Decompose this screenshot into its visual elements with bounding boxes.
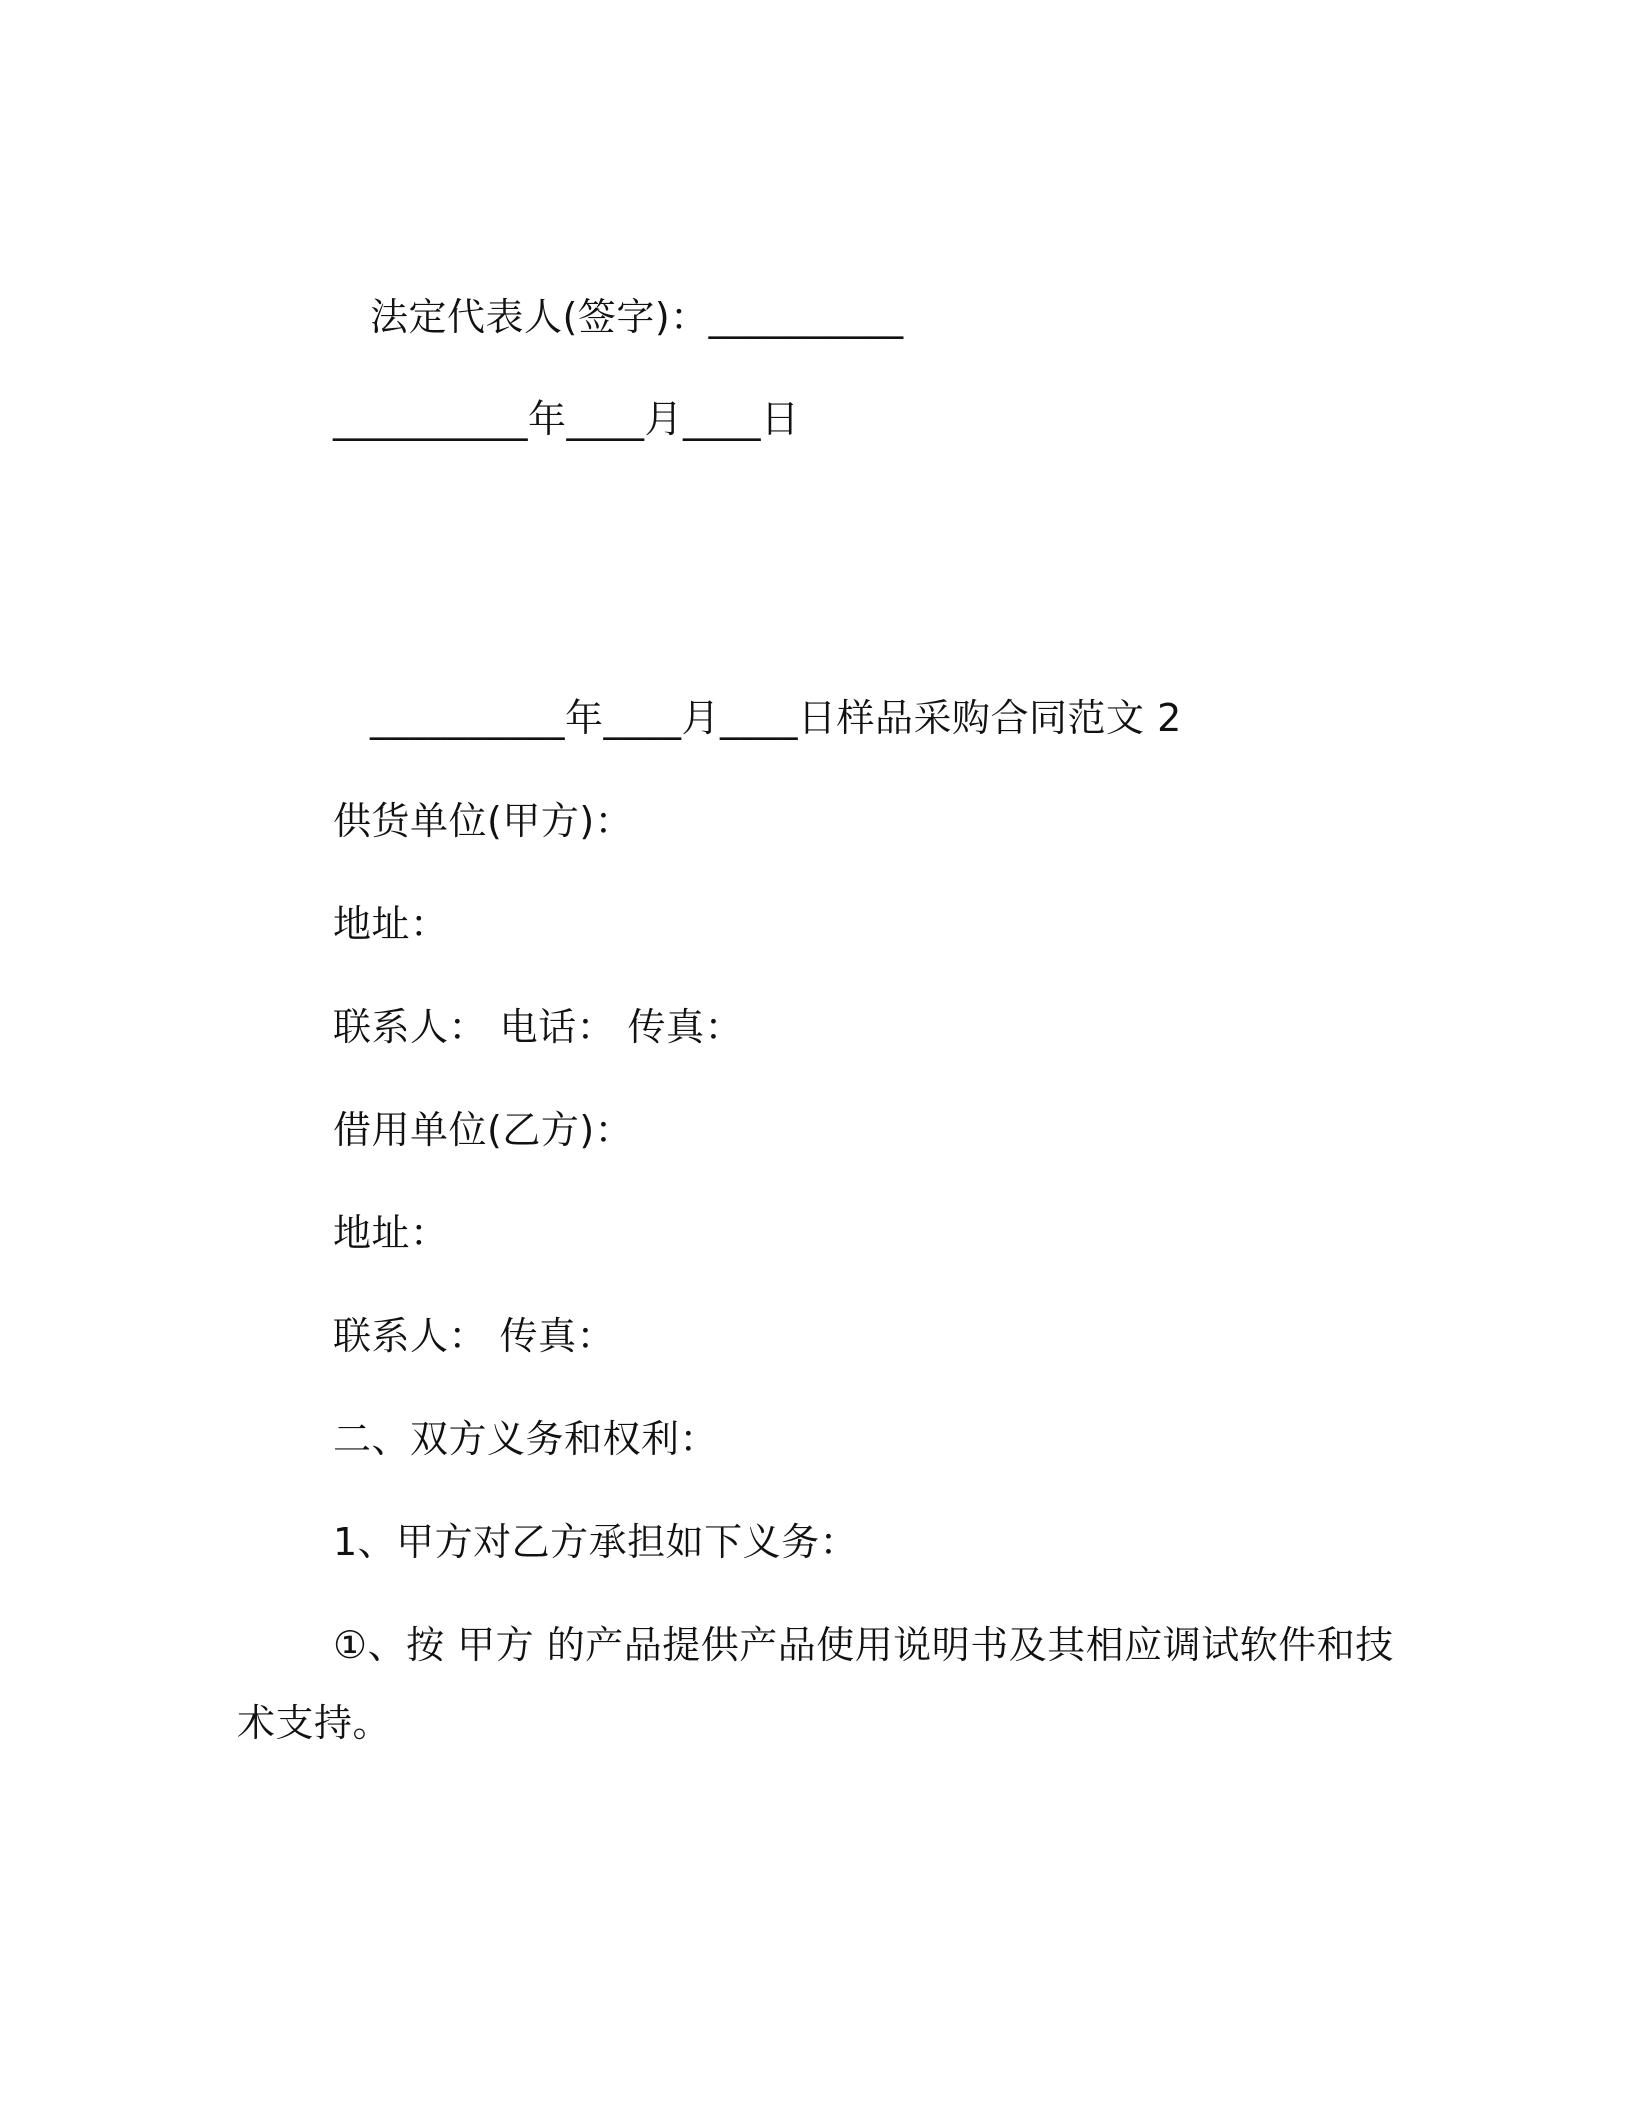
section-heading: 二、双方义务和权利： xyxy=(333,1417,719,1461)
borrower-contacts-field: 联系人： 传真： xyxy=(333,1314,616,1358)
borrower-address-field: 地址： xyxy=(333,1211,449,1255)
supplier-contacts-field: 联系人： 电话： 传真： xyxy=(333,1005,744,1049)
signature-line: 法定代表人(签字)：__________ xyxy=(370,295,904,339)
supplier-unit-field: 供货单位(甲方)： xyxy=(333,799,634,843)
sub-item-line-2: 术支持。 xyxy=(237,1701,392,1745)
list-item: 1、甲方对乙方承担如下义务： xyxy=(333,1520,859,1564)
contract-title: __________年____月____日样品采购合同范文 2 xyxy=(370,696,1182,740)
supplier-address-field: 地址： xyxy=(333,902,449,946)
sub-item-line-1: ①、按 甲方 的产品提供产品使用说明书及其相应调试软件和技 xyxy=(333,1623,1394,1667)
date-line: __________年____月____日 xyxy=(333,397,800,441)
borrower-unit-field: 借用单位(乙方)： xyxy=(333,1108,634,1152)
